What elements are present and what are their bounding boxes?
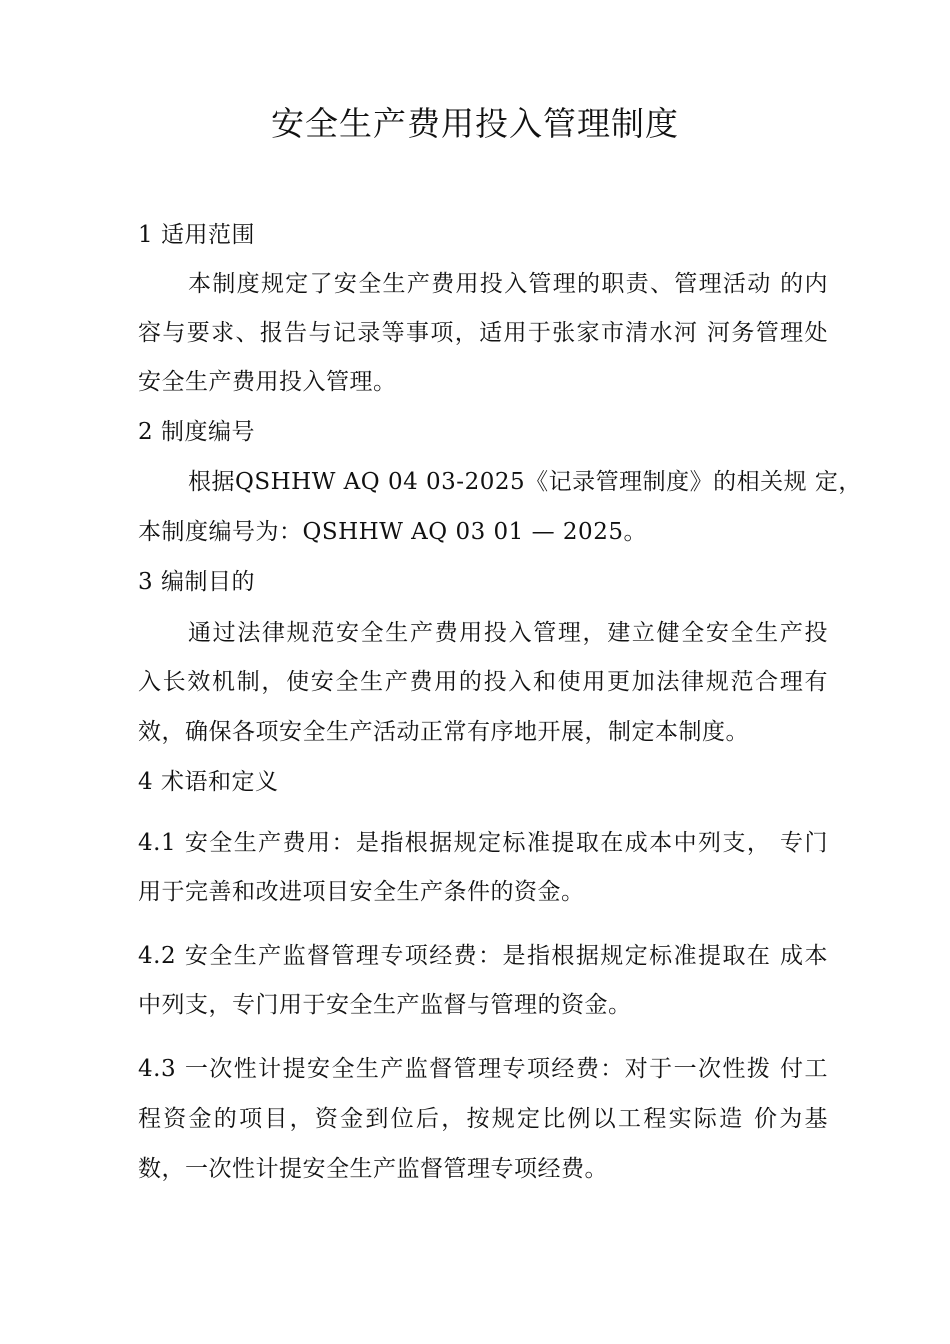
section-3-paragraph-line: 入长效机制，使安全生产费用的投入和使用更加法律规范合理有 bbox=[138, 669, 828, 695]
definition-4-2-line: 中列支，专门用于安全生产监督与管理的资金。 bbox=[138, 992, 632, 1018]
section-2-paragraph-line: 本制度编号为：QSHHW AQ 03 01 — 2025。 bbox=[138, 519, 647, 545]
document-title: 安全生产费用投入管理制度 bbox=[271, 104, 679, 143]
definition-4-1-line: 4.1 安全生产费用：是指根据规定标准提取在成本中列支， 专门 bbox=[138, 830, 828, 856]
definition-4-2-line: 4.2 安全生产监督管理专项经费：是指根据规定标准提取在 成本 bbox=[138, 943, 828, 969]
section-3-paragraph-line: 效，确保各项安全生产活动正常有序地开展，制定本制度。 bbox=[138, 719, 749, 745]
section-1-paragraph-line: 安全生产费用投入管理。 bbox=[138, 369, 397, 395]
definition-4-3-line: 4.3 一次性计提安全生产监督管理专项经费：对于一次性拨 付工 bbox=[138, 1056, 828, 1082]
definition-4-3-line: 数，一次性计提安全生产监督管理专项经费。 bbox=[138, 1156, 608, 1182]
definition-4-3-line: 程资金的项目，资金到位后，按规定比例以工程实际造 价为基 bbox=[138, 1106, 828, 1132]
section-3-heading: 3 编制目的 bbox=[138, 569, 255, 595]
section-4-heading: 4 术语和定义 bbox=[138, 769, 279, 795]
section-1-paragraph-line: 本制度规定了安全生产费用投入管理的职责、管理活动 的内 bbox=[188, 271, 828, 297]
section-1-paragraph-line: 容与要求、报告与记录等事项，适用于张家市清水河 河务管理处 bbox=[138, 320, 828, 346]
definition-4-1-line: 用于完善和改进项目安全生产条件的资金。 bbox=[138, 879, 585, 905]
section-2-paragraph-line: 根据QSHHW AQ 04 03-2025《记录管理制度》的相关规 定， bbox=[188, 469, 862, 495]
section-3-paragraph-line: 通过法律规范安全生产费用投入管理，建立健全安全生产投 bbox=[188, 620, 828, 646]
section-1-heading: 1 适用范围 bbox=[138, 222, 255, 248]
section-2-heading: 2 制度编号 bbox=[138, 419, 255, 445]
